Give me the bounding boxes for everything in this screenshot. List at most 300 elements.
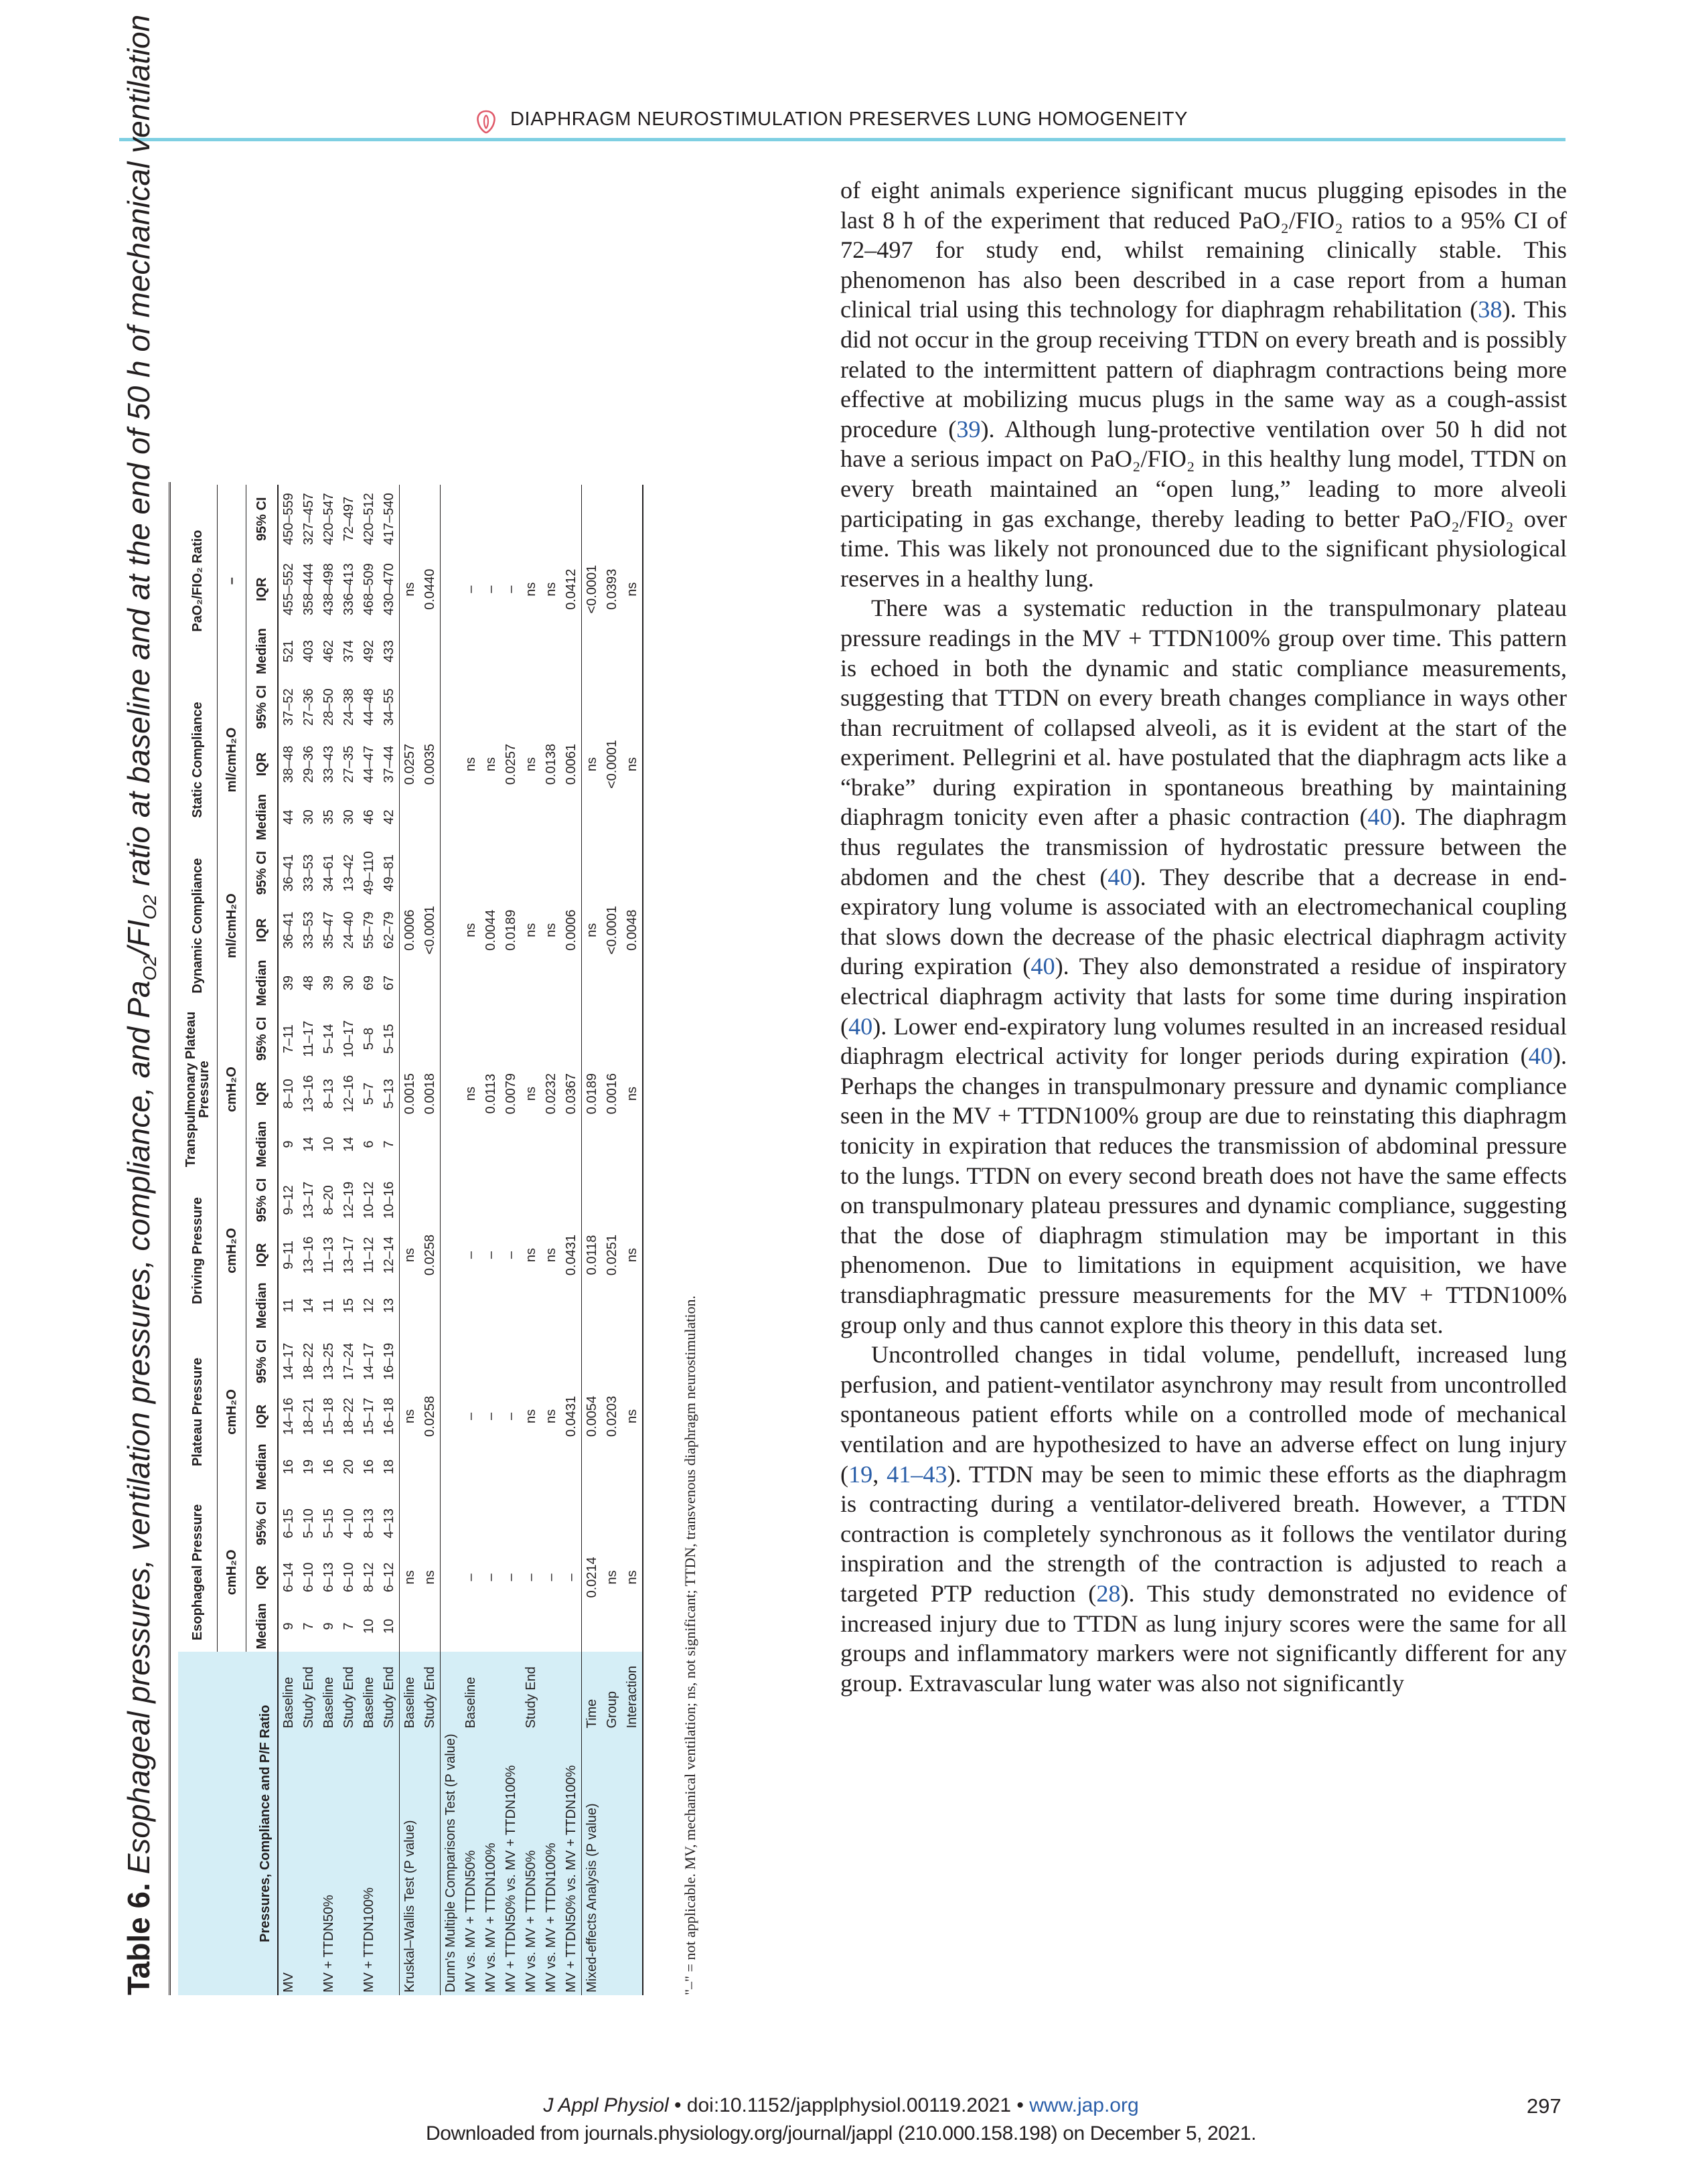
table-cell (501, 843, 521, 903)
citation-link[interactable]: 40 (848, 1012, 873, 1040)
table-cell (420, 625, 441, 677)
table-cell (541, 677, 561, 737)
table-cell: 24–40 (341, 911, 356, 949)
table-cell: – (463, 1412, 478, 1420)
row-label: Dunn's Multiple Comparisons Test (P value) (441, 1731, 461, 1995)
column-subheader: 95% CI (246, 1170, 279, 1231)
table-row (278, 485, 299, 1995)
table-cell (521, 1601, 541, 1652)
table-cell: 492 (362, 639, 376, 663)
table-cell (622, 957, 643, 1009)
table-cell (521, 1331, 541, 1391)
table-cell: 6–15 (281, 1508, 296, 1539)
table-cell (602, 1009, 622, 1069)
citation-link[interactable]: 40 (1030, 953, 1055, 980)
table-cell (521, 1170, 541, 1231)
table-title-part: /FI (121, 919, 156, 956)
table-cell (400, 843, 420, 903)
table-cell (541, 843, 561, 903)
table-cell (561, 625, 582, 677)
table-row (441, 485, 461, 1995)
table-cell (420, 1170, 441, 1231)
citation-link[interactable]: 38 (1478, 296, 1503, 323)
table-cell (521, 843, 541, 903)
table-cell (561, 843, 582, 903)
table-cell (420, 843, 441, 903)
table-cell (441, 1554, 461, 1600)
table-cell: ns (463, 923, 478, 937)
table-cell: 14 (341, 1136, 356, 1152)
table-cell: 5–14 (321, 1024, 336, 1054)
table-row (561, 485, 582, 1995)
table-cell (521, 957, 541, 1009)
column-group-header: Dynamic Compliance (178, 843, 218, 1009)
table-cell (541, 1331, 561, 1391)
table-cell (582, 677, 603, 737)
column-unit-header: ml/cmH₂O (218, 843, 246, 1009)
table-cell: 327–457 (301, 493, 316, 546)
citation-link[interactable]: 28 (1096, 1579, 1121, 1607)
table-cell: 0.0251 (605, 1234, 619, 1276)
table-cell (481, 1280, 501, 1332)
column-subheader: IQR (246, 737, 279, 791)
table-cell (420, 957, 441, 1009)
table-cell (481, 1119, 501, 1170)
table-cell: 12–14 (382, 1236, 396, 1274)
table-cell (400, 1119, 420, 1170)
table-row (359, 485, 379, 1995)
table-cell: 468–509 (362, 563, 376, 616)
table-cell: 0.0018 (423, 1073, 437, 1115)
table-cell (501, 957, 521, 1009)
text-run: ). They describe that a decrease in end-expiratory lung volume is associated with an electromechanical coupling that slows down the decrease of the phasic electrical diaphragm activity during expiration ( (840, 863, 1567, 980)
table-title-part: ratio at baseline and at the end of 50 h of mechanical ventilation (121, 14, 156, 895)
table-cell: – (504, 585, 518, 593)
row-time: Study End (521, 1652, 541, 1731)
table-cell: 10 (382, 1618, 396, 1634)
table-cell: 9 (321, 1622, 336, 1630)
table-cell: 14–17 (362, 1342, 376, 1381)
table-cell (400, 625, 420, 677)
table-cell: 36–41 (281, 911, 296, 949)
table-cell: 13–25 (321, 1342, 336, 1381)
table-cell: 15–18 (321, 1397, 336, 1435)
table-top-rule (169, 482, 173, 1995)
table-cell: 0.0015 (402, 1073, 417, 1115)
row-label: Mixed-effects Analysis (P value) (582, 1731, 603, 1995)
table-cell: 403 (301, 639, 316, 663)
table-row (622, 485, 643, 1995)
table-cell (602, 1331, 622, 1391)
table-cell (420, 1009, 441, 1069)
table-cell (622, 1492, 643, 1554)
table-cell: 30 (341, 976, 356, 991)
citation-link[interactable]: 40 (1528, 1042, 1553, 1070)
table-cell: – (463, 1573, 478, 1581)
table-cell: 0.0054 (585, 1395, 599, 1437)
paragraph-1 (840, 175, 1567, 593)
table-row (582, 485, 603, 1995)
table-cell: 62–79 (382, 911, 396, 949)
table-cell: 72–497 (341, 496, 356, 542)
table-cell: 7–11 (281, 1024, 296, 1054)
column-subheader: IQR (246, 903, 279, 957)
text-run: ). The diaphragm thus regulates the transmission of hydrostatic pressure between the abdomen and the chest ( (840, 803, 1567, 890)
table-cell: ns (625, 1247, 639, 1263)
table-cell: 6–13 (321, 1562, 336, 1593)
table-cell (561, 677, 582, 737)
table-cell: 24–38 (341, 688, 356, 726)
row-time (541, 1652, 561, 1731)
table-cell: – (463, 1251, 478, 1259)
text-run: , (872, 1460, 887, 1488)
table-cell (582, 843, 603, 903)
table-cell (582, 1119, 603, 1170)
citation-link[interactable]: 19 (848, 1460, 873, 1488)
table-cell (481, 1009, 501, 1069)
table-cell (541, 1009, 561, 1069)
table-cell: 417–540 (382, 493, 396, 546)
column-subheader: 95% CI (246, 843, 279, 903)
table-cell (461, 791, 481, 843)
table-cell (461, 957, 481, 1009)
table-row (339, 485, 359, 1995)
table-cell: 0.0113 (483, 1073, 498, 1114)
table-cell (541, 791, 561, 843)
table-cell: 14–16 (281, 1397, 296, 1435)
table-cell: ns (463, 757, 478, 772)
table-cell: 9 (281, 1140, 296, 1148)
table-row (299, 485, 319, 1995)
table-cell (481, 957, 501, 1009)
paragraph-2 (840, 593, 1567, 1340)
table-cell (400, 677, 420, 737)
table-cell (541, 1601, 561, 1652)
table-cell: ns (524, 757, 538, 772)
row-time: Baseline (278, 1652, 299, 1731)
table-cell (561, 1280, 582, 1332)
row-time (501, 1652, 521, 1731)
column-subheader: Median (246, 625, 279, 677)
table-cell (461, 485, 481, 553)
table-cell: 42 (382, 809, 396, 825)
row-label (602, 1731, 622, 1995)
table-cell (420, 1280, 441, 1332)
table-cell: 5–15 (321, 1508, 336, 1539)
table-cell: 14 (301, 1298, 316, 1314)
column-subheader: Median (246, 1119, 279, 1170)
table-title-part: Esophageal pressures, ventilation pressures, compliance, and Pa (121, 980, 156, 1875)
table-area (169, 241, 698, 1995)
table-cell (521, 1492, 541, 1554)
table-cell (602, 791, 622, 843)
table-cell (481, 677, 501, 737)
table-cell: 420–512 (362, 493, 376, 546)
table-cell: 17–24 (341, 1342, 356, 1381)
table-cell: ns (625, 1087, 639, 1101)
journal-link[interactable]: www.jap.org (1029, 2094, 1139, 2116)
table-cell (441, 903, 461, 957)
table-cell: 462 (321, 639, 336, 663)
table-cell (461, 1009, 481, 1069)
table-cell (420, 1331, 441, 1391)
table-cell (441, 791, 461, 843)
table-cell (521, 1009, 541, 1069)
table-cell (441, 1069, 461, 1119)
table-cell (561, 1492, 582, 1554)
citation-link[interactable]: 40 (1107, 863, 1132, 890)
table-cell: 4–10 (341, 1508, 356, 1539)
table-cell: – (463, 585, 478, 593)
table-cell (521, 1441, 541, 1492)
table-cell (501, 791, 521, 843)
table-cell: 55–79 (362, 911, 376, 949)
column-subheader: IQR (246, 1554, 279, 1600)
table-cell (400, 1280, 420, 1332)
row-time (561, 1652, 582, 1731)
table-cell: 0.0258 (423, 1234, 437, 1276)
table-cell (501, 625, 521, 677)
table-cell: 0.0044 (483, 909, 498, 951)
table-cell (420, 677, 441, 737)
table-cell: – (483, 585, 498, 593)
table-cell (420, 1441, 441, 1492)
table-cell: 10–12 (362, 1181, 376, 1219)
column-subheader: 95% CI (246, 485, 279, 553)
table-row (501, 485, 521, 1995)
table-cell: 14–17 (281, 1342, 296, 1381)
table-cell (400, 1009, 420, 1069)
table-cell: 6 (362, 1140, 376, 1148)
table-row (541, 485, 561, 1995)
table-cell (602, 1441, 622, 1492)
column-subheader: 95% CI (246, 1331, 279, 1391)
table-cell (541, 1441, 561, 1492)
table-cell (541, 625, 561, 677)
table-cell: 0.0048 (625, 909, 639, 951)
table-cell: 39 (281, 976, 296, 991)
row-time: Baseline (359, 1652, 379, 1731)
table-cell (481, 625, 501, 677)
text-run: ). TTDN may be seen to mimic these efforts as the diaphragm is contracting during a ventilator-delivered breath. However, a TTDN contraction is completely synchronous as it follows the ventilator during inspiration and the strength of the contraction is adjusted to reach a targeted PTP reduction ( (840, 1460, 1567, 1607)
table-row (379, 485, 400, 1995)
table-cell: 0.0016 (605, 1073, 619, 1115)
table-cell: 15 (341, 1298, 356, 1314)
table-cell (481, 1601, 501, 1652)
table-cell: 20 (341, 1459, 356, 1474)
column-group-header: PaO₂/FIO₂ Ratio (178, 485, 218, 677)
table-cell: 12–16 (341, 1075, 356, 1113)
column-subheader: 95% CI (246, 1492, 279, 1554)
table-cell (582, 625, 603, 677)
table-cell: 48 (301, 976, 316, 991)
table-cell (461, 677, 481, 737)
table-cell: 0.0189 (585, 1073, 599, 1115)
citation-link[interactable]: 39 (956, 415, 981, 443)
table-cell (561, 957, 582, 1009)
table-cell: ns (524, 1247, 538, 1263)
table-cell (481, 1492, 501, 1554)
table-cell (561, 1441, 582, 1492)
table-cell (501, 1009, 521, 1069)
paragraph-3 (840, 1340, 1567, 1698)
row-time: Group (602, 1652, 622, 1731)
table-cell (400, 1601, 420, 1652)
table-cell (400, 957, 420, 1009)
table-cell: ns (524, 582, 538, 597)
table-cell: 0.0203 (605, 1395, 619, 1437)
table-cell: 69 (362, 976, 376, 991)
table-cell: 455–552 (281, 563, 296, 616)
column-subheader: Median (246, 1280, 279, 1332)
doi-text: • doi:10.1152/japplphysiol.00119.2021 • (668, 2094, 1030, 2116)
running-title: DIAPHRAGM NEUROSTIMULATION PRESERVES LUNG HOMOGENEITY (510, 108, 1189, 130)
table-cell (521, 1280, 541, 1332)
table-cell (501, 1492, 521, 1554)
table-cell: 37–52 (281, 688, 296, 726)
table-cell: ns (544, 923, 558, 937)
table-cell (582, 1492, 603, 1554)
table-row (461, 485, 481, 1995)
table-cell: 8–20 (321, 1185, 336, 1215)
table-cell (420, 1492, 441, 1554)
table-cell (602, 1280, 622, 1332)
text-run: Uncontrolled changes in tidal volume, pendelluft, increased lung perfusion, and patient-ventilator asynchrony may result from uncontrolled spontaneous patient efforts while on a controlled mode of mechanical ventilation and are hypothesized to have an adverse effect on lung injury ( (840, 1341, 1567, 1488)
table-cell: 18–21 (301, 1397, 316, 1435)
table-cell (622, 485, 643, 553)
table-cell (461, 1170, 481, 1231)
table-cell: 18–22 (301, 1342, 316, 1381)
table-title (121, 15, 161, 1995)
citation-link[interactable]: 41–43 (887, 1460, 947, 1488)
table-cell: ns (605, 1570, 619, 1585)
table-cell: 0.0258 (423, 1395, 437, 1437)
table-cell: 5–13 (382, 1079, 396, 1109)
table-cell (400, 1492, 420, 1554)
table-cell (582, 957, 603, 1009)
table-cell: 0.0257 (504, 743, 518, 785)
table-cell (461, 1331, 481, 1391)
table-cell: 5–15 (382, 1024, 396, 1054)
table-cell: <0.0001 (605, 740, 619, 789)
table-cell (481, 1170, 501, 1231)
table-cell: 9 (281, 1622, 296, 1630)
table-cell (441, 1601, 461, 1652)
table-cell (441, 553, 461, 625)
table-cell: 358–444 (301, 563, 316, 616)
column-unit-header: – (218, 485, 246, 677)
table-cell (622, 1441, 643, 1492)
table-cell: 14 (301, 1136, 316, 1152)
table-cell: 8–13 (362, 1508, 376, 1539)
table-cell: 8–10 (281, 1079, 296, 1109)
table-cell: 67 (382, 976, 396, 991)
row-label (379, 1731, 400, 1995)
table-footnote: "–" = not applicable. MV, mechanical ventilation; ns, not significant; TTDN, transvenous diaphragm neurostimulation. (682, 1295, 698, 1995)
text-run: ). They also demonstrated a residue of inspiratory electrical diaphragm activity that lasts for some time during inspiration ( (840, 953, 1568, 1040)
table-cell: 30 (301, 809, 316, 825)
table-cell: 0.0006 (564, 909, 579, 951)
table-cell: – (524, 1573, 538, 1581)
table-cell: ns (625, 757, 639, 772)
table-cell: 0.0189 (504, 909, 518, 951)
column-subheader: 95% CI (246, 677, 279, 737)
table-cell: 0.0367 (564, 1073, 579, 1115)
row-label (420, 1731, 441, 1995)
table-cell (582, 791, 603, 843)
row-label: MV + TTDN50% vs. MV + TTDN100% (561, 1731, 582, 1995)
table-row (521, 485, 541, 1995)
table-cell: 10–17 (341, 1020, 356, 1058)
table-cell (561, 1331, 582, 1391)
table-cell: 8–13 (321, 1079, 336, 1109)
column-subheader: IQR (246, 1391, 279, 1441)
table-cell (602, 677, 622, 737)
table-cell: 13–16 (301, 1075, 316, 1113)
table-cell: ns (544, 1247, 558, 1263)
column-subheader: IQR (246, 1231, 279, 1280)
row-label: MV vs. MV + TTDN100% (541, 1731, 561, 1995)
table-cell: 30 (341, 809, 356, 825)
table-cell (461, 1492, 481, 1554)
table-cell: 438–498 (321, 563, 336, 616)
table-cell (441, 677, 461, 737)
table-cell: 0.0214 (585, 1557, 599, 1598)
table-cell: 34–61 (321, 854, 336, 892)
table-cell: 34–55 (382, 688, 396, 726)
table-cell: ns (625, 1570, 639, 1585)
row-time: Baseline (461, 1652, 481, 1731)
table-cell (582, 1280, 603, 1332)
table-cell: 36–41 (281, 854, 296, 892)
table-cell (622, 1280, 643, 1332)
table-cell: 11–13 (321, 1237, 336, 1273)
table-label: Table 6. (121, 1883, 156, 1995)
table-cell (521, 677, 541, 737)
column-group-header: Driving Pressure (178, 1170, 218, 1332)
table-cell: 8–12 (362, 1562, 376, 1593)
table-cell: 29–36 (301, 745, 316, 783)
table-cell (441, 1009, 461, 1069)
table-cell: 5–10 (301, 1508, 316, 1539)
row-header: Pressures, Compliance and P/F Ratio (178, 1652, 278, 1995)
column-group-header: Static Compliance (178, 677, 218, 843)
citation-link[interactable]: 40 (1367, 803, 1392, 831)
text-run: ). Perhaps the changes in transpulmonary pressure and dynamic compliance seen in the MV + TTDN100% group are due to reinstating this diaphragm tonicity in expiration that reduces the transmission of abdominal pressure to the lungs. TTDN on every second breath does not have the same effects on transpulmonary plateau pressures and dynamic compliance, suggesting that the dose of diaphragm stimulation may be important in this phenomenon. Due to limitations in equipment acquisition, we have transdiaphragmatic pressure measurements for the MV + TTDN100% group only and thus cannot explore this theory in this data set. (840, 1042, 1567, 1338)
table-cell (541, 1492, 561, 1554)
row-label (339, 1731, 359, 1995)
table-cell: 33–53 (301, 854, 316, 892)
table-cell (561, 1601, 582, 1652)
table-cell (441, 625, 461, 677)
data-table (178, 485, 643, 1995)
table-row (602, 485, 622, 1995)
row-time: Time (582, 1652, 603, 1731)
table-cell (441, 1280, 461, 1332)
table-cell: 0.0393 (605, 568, 619, 610)
table-cell (622, 791, 643, 843)
table-cell: ns (402, 1409, 417, 1423)
table-cell (501, 1280, 521, 1332)
table-cell (521, 625, 541, 677)
table-cell (622, 1601, 643, 1652)
table-row (481, 485, 501, 1995)
column-unit-header: cmH₂O (218, 1170, 246, 1332)
table-title-sub: O2 (139, 955, 161, 981)
table-cell (541, 1280, 561, 1332)
table-cell (521, 791, 541, 843)
table-cell: 6–12 (382, 1562, 396, 1593)
